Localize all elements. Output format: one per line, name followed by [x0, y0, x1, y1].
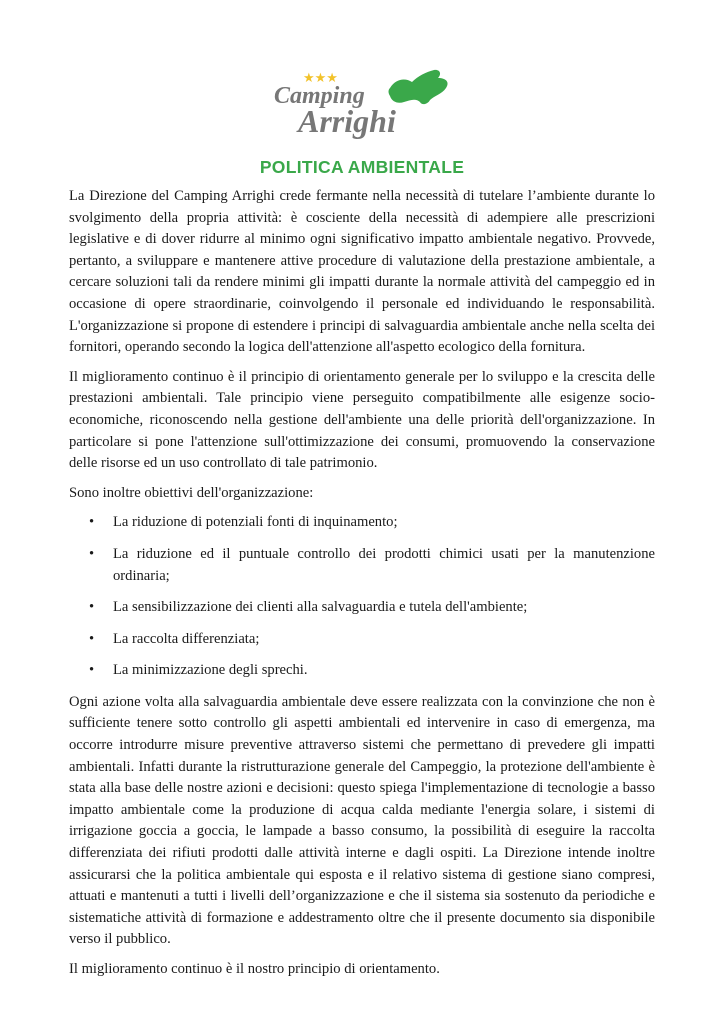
logo-graphic [270, 66, 456, 142]
list-item [69, 512, 655, 534]
camping-arrighi-logo [270, 66, 456, 142]
island-shape-icon [389, 70, 448, 104]
paragraph-environmental-actions: Ogni azione volta alla salvaguardia ambientale deve essere realizzata con la convinzione che non è sufficiente tenere sotto controllo gli aspetti ambientali ed intervenire in caso di emergenza, ma occorre introdurre misure preventive attraverso sistemi che permettano di prevedere gli impatti ambientali. Infatti durante la ristrutturazione generale del Campeggio, la protezione dell'ambiente è stata alla base delle nostre azioni e decisioni: questo spiega l'implementazione di tecnologie a basso impatto ambientale come la produzione di acqua calda mediante l'energia solare, i sistemi di irrigazione goccia a goccia, le lampade a basso consumo, la possibilità di eseguire la raccolta differenziata dei rifiuti prodotti dalle attività interne e dagli ospiti. La Direzione intende inoltre assicurarsi che la politica ambientale qui esposta e il relativo sistema di gestione siano compresi, attuati e mantenuti a tutti i livelli dell’organizzazione e che il sistema sia sostenuto da periodiche e sistematiche attività di formazione e addestramento oltre che il presente documento sia disponibile verso il pubblico. [69, 693, 655, 948]
list-item [69, 597, 655, 619]
paragraph-closing: Il miglioramento continuo è il nostro principio di orientamento. [69, 961, 440, 977]
bullet-icon: • [89, 599, 95, 616]
page-title: POLITICA AMBIENTALE [259, 157, 465, 177]
logo-stars: ★★★ [303, 71, 338, 86]
list-item-text: La riduzione ed il puntuale controllo dei prodotti chimici usati per la manutenzione ordinaria; [113, 545, 655, 584]
paragraph-improvement: Il miglioramento continuo è il principio di orientamento generale per lo sviluppo e la crescita delle prestazioni ambientali. Tale principio viene perseguito compatibilmente alle esigenze socio-economiche, riconoscendo nella gestione dell'ambiente una delle priorità dell'organizzazione. In particolare si pone l'attenzione sull'ottimizzazione dei consumi, promuovendo la conservazione delle risorse ed un uso controllato di tale patrimonio. [69, 368, 655, 472]
list-item [69, 660, 655, 682]
list-item [69, 629, 655, 651]
bullet-icon: • [89, 545, 95, 562]
objectives-list [69, 512, 655, 682]
list-item-text: La riduzione di potenziali fonti di inquinamento; [113, 514, 398, 531]
logo-line-camping: Camping [274, 83, 365, 109]
document-body [69, 186, 655, 989]
bullet-icon: • [89, 662, 95, 679]
list-item-text: La minimizzazione degli sprechi. [113, 662, 308, 679]
bullet-icon: • [89, 630, 95, 647]
paragraph-intro: La Direzione del Camping Arrighi crede fermante nella necessità di tutelare l’ambiente durante lo svolgimento della propria attività: è cosciente della necessità di adempiere alle prescrizioni legislative e di dover ridurre al minimo ogni significativo impatto ambientale negativo. Provvede, pertanto, a sviluppare e mantenere attive procedure di valutazione della prestazione ambientale, a cercare soluzioni tali da rendere minimi gli impatti durante la normale attività del campeggio ed in occasione di opere straordinarie, coinvolgendo il personale ed individuando le responsabilità. L'organizzazione si propone di estendere i principi di salvaguardia ambientale anche nella scelta dei fornitori, operando secondo la logica dell'attenzione all'aspetto ecologico della fornitura. [69, 188, 655, 356]
list-item [69, 544, 655, 587]
list-item-text: La sensibilizzazione dei clienti alla salvaguardia e tutela dell'ambiente; [113, 599, 528, 616]
logo-line-arrighi: Arrighi [298, 103, 396, 139]
list-item-text: La raccolta differenziata; [113, 630, 260, 647]
paragraph-objectives-intro: Sono inoltre obiettivi dell'organizzazione: [69, 484, 314, 501]
bullet-icon: • [89, 514, 95, 531]
